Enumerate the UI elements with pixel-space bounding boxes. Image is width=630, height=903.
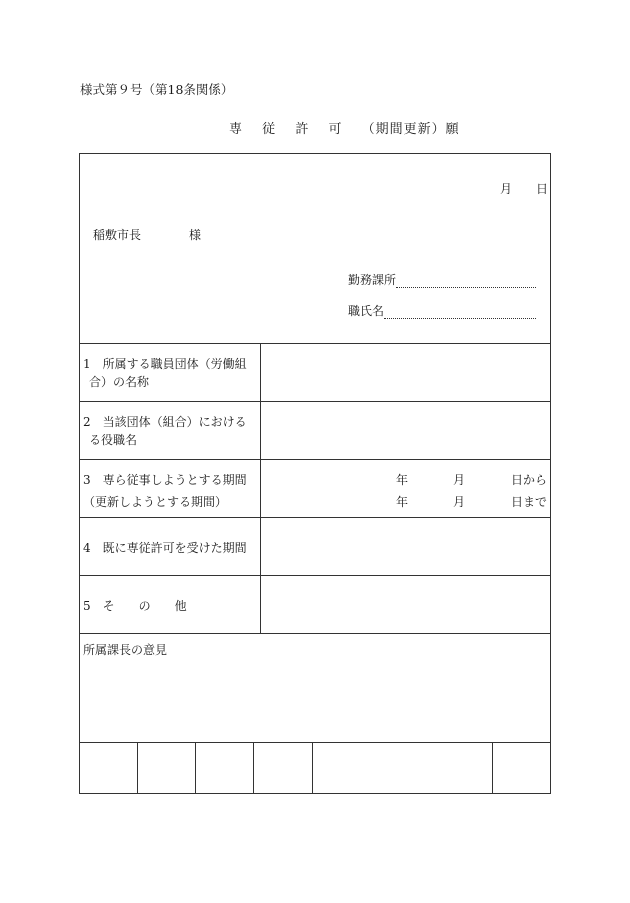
period-from-year: 年	[396, 473, 409, 487]
seal-divider-3	[253, 742, 254, 794]
honorific: 様	[189, 228, 202, 242]
title-suffix: （期間更新）願	[361, 122, 460, 137]
title-char-2: 従	[262, 122, 277, 137]
row-3-label: 3 専ら従事しようとする期間 （更新しようとする期間）	[83, 473, 247, 509]
divider-row-2	[79, 459, 551, 460]
date-month-label: 月	[500, 182, 513, 196]
seal-divider-5	[492, 742, 493, 794]
title-char-1: 専	[229, 122, 244, 137]
addressee: 稲敷市長	[93, 228, 142, 242]
divider-row-1	[79, 401, 551, 402]
workplace-field[interactable]	[348, 271, 536, 288]
period-until-year: 年	[396, 495, 409, 509]
divider-row-3	[79, 517, 551, 518]
date-day-label: 日	[536, 182, 549, 196]
form-number: 様式第９号（第18条関係）	[80, 82, 234, 97]
workplace-label: 勤務課所	[348, 273, 397, 287]
seal-divider-2	[195, 742, 196, 794]
workplace-dotted-line	[396, 273, 536, 288]
title-char-4: 可	[328, 122, 343, 137]
divider-opinion	[79, 742, 551, 743]
title-char-3: 許	[295, 122, 310, 137]
seal-divider-1	[137, 742, 138, 794]
divider-header	[79, 343, 551, 344]
period-until-day: 日まで	[511, 495, 548, 509]
seal-divider-4	[312, 742, 313, 794]
position-name-dotted-line	[384, 304, 536, 319]
row-4-label: 4 既に専従許可を受けた期間	[83, 541, 247, 555]
period-until-month: 月	[453, 495, 466, 509]
position-name-label: 職氏名	[348, 304, 385, 318]
column-divider	[260, 343, 261, 633]
divider-row-4	[79, 575, 551, 576]
row-5-label: 5 そ の 他	[83, 599, 187, 613]
row-1-label: 1 所属する職員団体（労働組 合）の名称	[83, 357, 247, 389]
divider-row-5	[79, 633, 551, 634]
opinion-label: 所属課長の意見	[83, 643, 168, 657]
row-2-label: 2 当該団体（組合）における る役職名	[83, 415, 247, 447]
period-from-day: 日から	[511, 473, 548, 487]
form-title	[229, 118, 460, 137]
position-name-field[interactable]	[348, 302, 536, 319]
period-from-month: 月	[453, 473, 466, 487]
